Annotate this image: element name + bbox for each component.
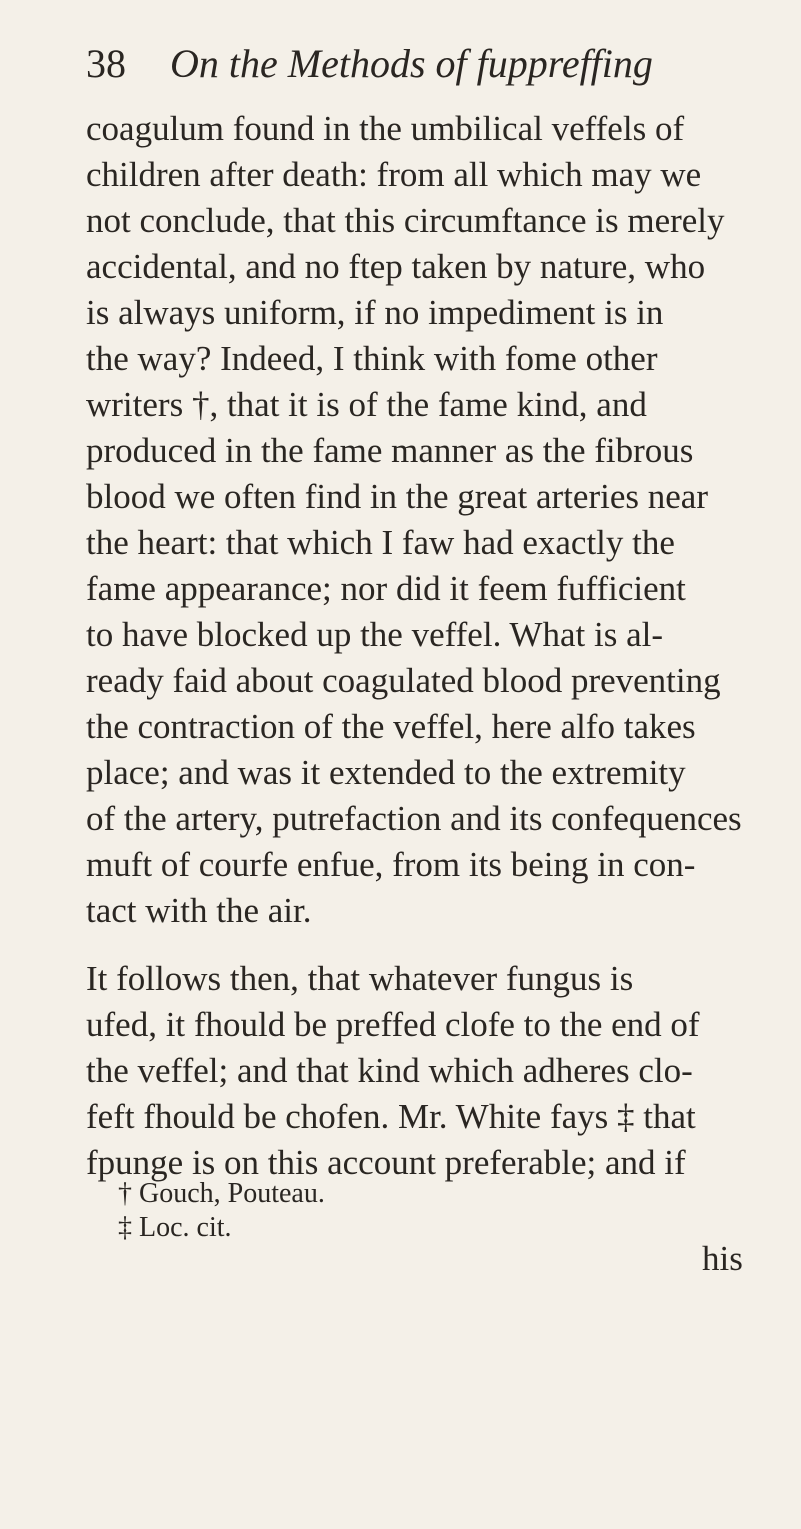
text-line: feft fhould be chofen. Mr. White fays ‡ that — [86, 1097, 696, 1136]
text-line: the contraction of the veffel, here alfo takes — [86, 707, 696, 746]
footnote: ‡ Loc. cit. — [118, 1212, 232, 1243]
text-line: the way? Indeed, I think with fome other — [86, 339, 658, 378]
text-line: muft of courfe enfue, from its being in con- — [86, 845, 696, 884]
text-line: place; and was it extended to the extremity — [86, 753, 686, 792]
text-line: coagulum found in the umbilical veffels of — [86, 109, 685, 148]
text-line: writers †, that it is of the fame kind, and — [86, 385, 647, 424]
text-line: the heart: that which I faw had exactly the — [86, 523, 675, 562]
text-line: fame appearance; nor did it feem fufficient — [86, 569, 686, 608]
text-line: ufed, it fhould be preffed clofe to the end of — [86, 1005, 700, 1044]
text-line: children after death: from all which may we — [86, 155, 702, 194]
text-line: to have blocked up the veffel. What is al- — [86, 615, 663, 654]
text-line: tact with the air. — [86, 891, 312, 930]
text-line: of the artery, putrefaction and its confequences — [86, 799, 742, 838]
running-title: On the Methods of fuppreffing — [170, 41, 653, 86]
text-line: It follows then, that whatever fungus is — [86, 959, 634, 998]
page-header — [86, 40, 746, 100]
text-line: fpunge is on this account preferable; and if — [86, 1143, 686, 1182]
catchword: his — [702, 1239, 743, 1278]
footnote: † Gouch, Pouteau. — [118, 1178, 325, 1209]
text-line: ready faid about coagulated blood preventing — [86, 661, 721, 700]
text-line: is always uniform, if no impediment is in — [86, 293, 664, 332]
text-line: blood we often find in the great arteries near — [86, 477, 708, 516]
text-line: not conclude, that this circumftance is merely — [86, 201, 725, 240]
page-number: 38 — [86, 41, 126, 86]
text-line: the veffel; and that kind which adheres clo- — [86, 1051, 693, 1090]
text-line: produced in the fame manner as the fibrous — [86, 431, 694, 470]
text-line: accidental, and no ftep taken by nature, who — [86, 247, 706, 286]
